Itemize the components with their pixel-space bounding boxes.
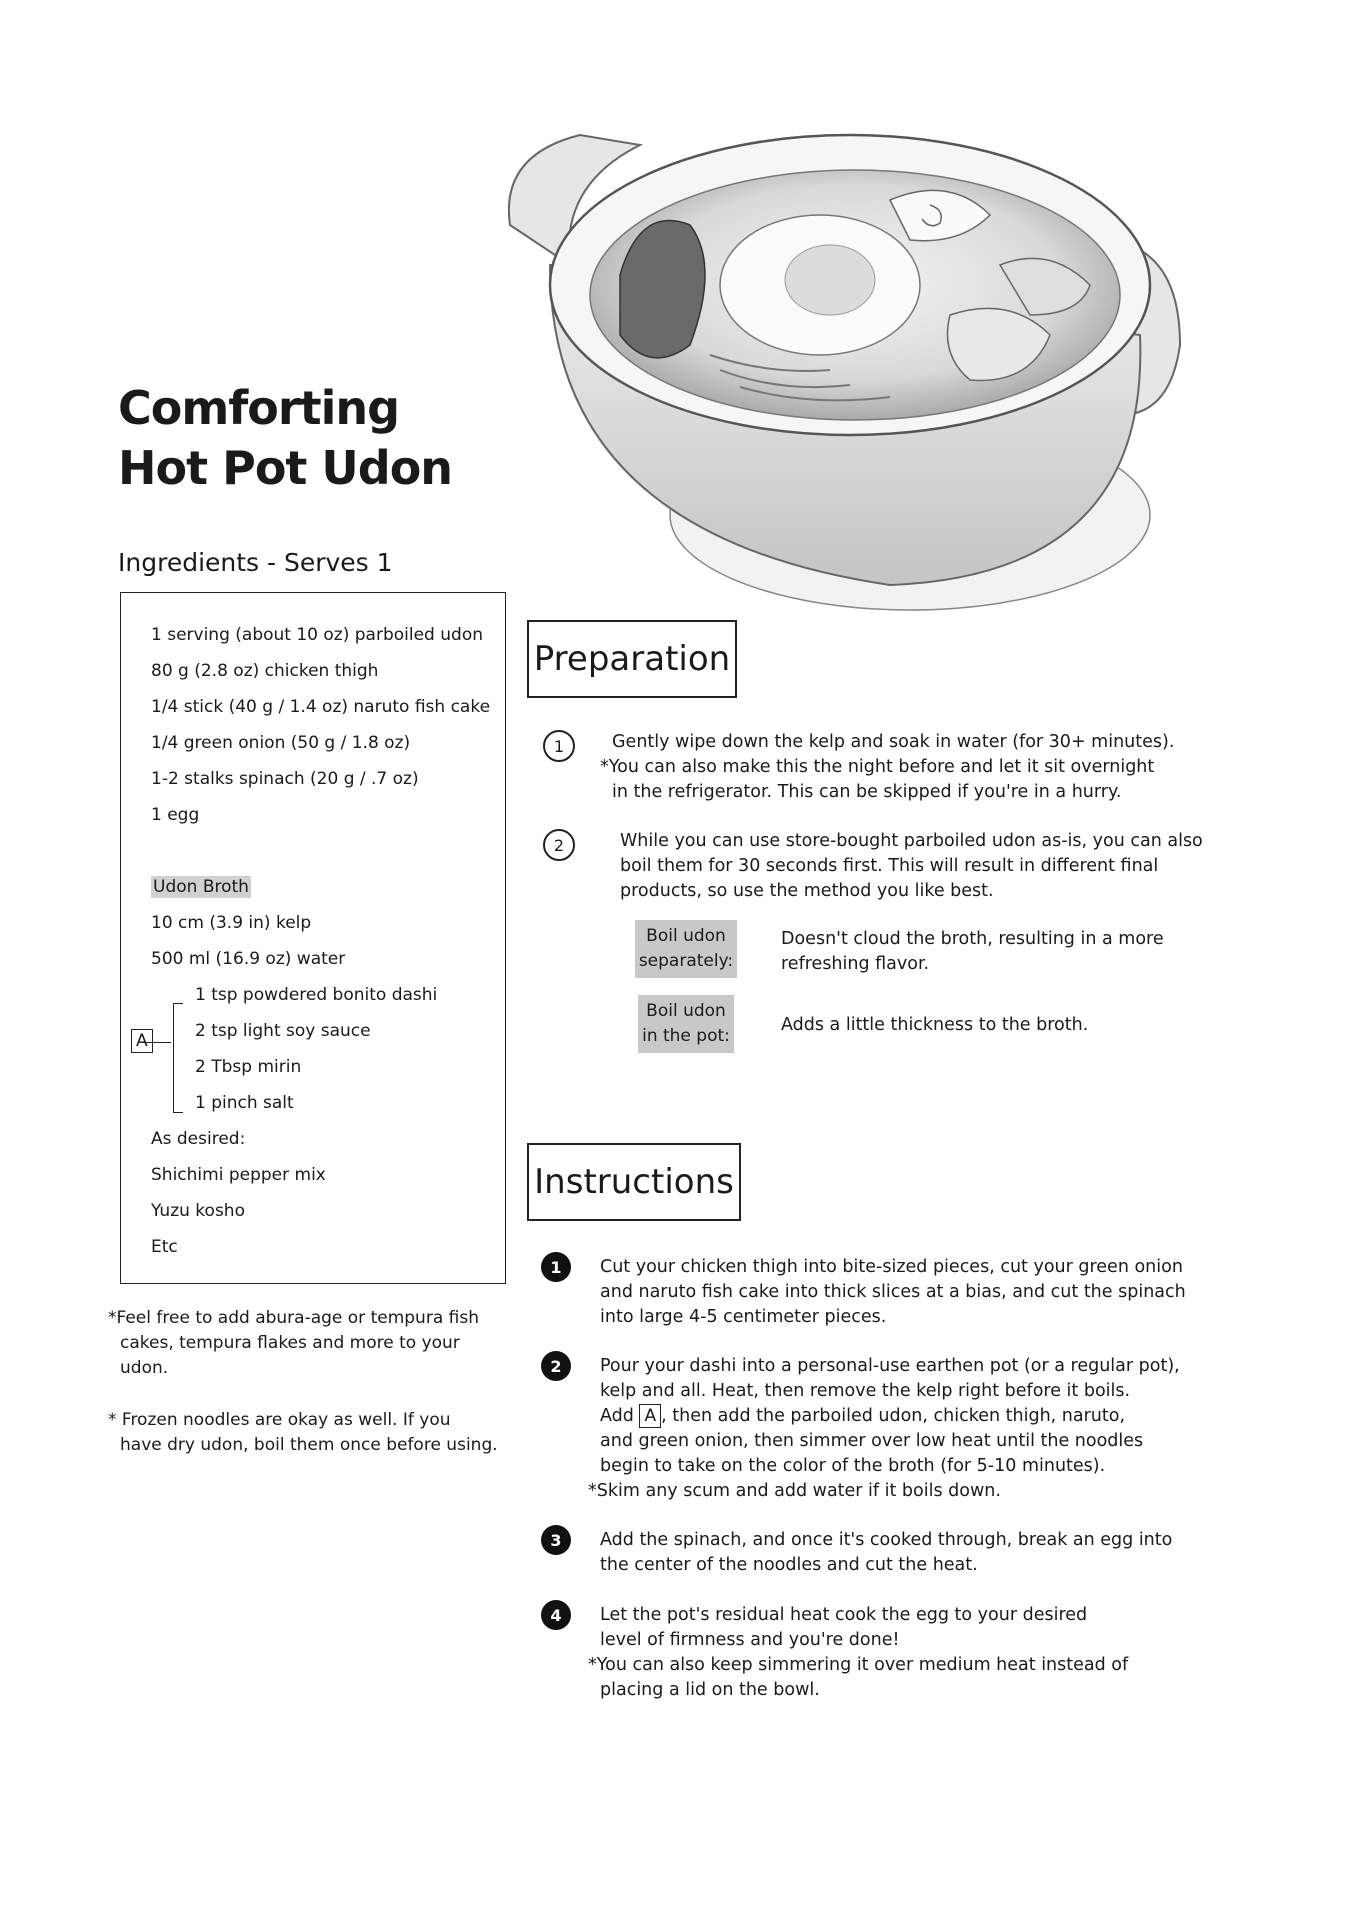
title-line-2: Hot Pot Udon bbox=[118, 441, 453, 495]
group-a-item: 1 tsp powdered bonito dashi bbox=[195, 985, 438, 1005]
broth-item: 500 ml (16.9 oz) water bbox=[151, 949, 346, 969]
instructions-heading: Instructions bbox=[527, 1143, 741, 1221]
prep-step-2-text: While you can use store-bought parboiled udon as-is, you can also boil them for 30 seconds first. This will result in different final products, so use the method you like best. bbox=[620, 831, 1203, 901]
hot-pot-illustration bbox=[490, 115, 1190, 635]
group-a-reference: A bbox=[639, 1404, 661, 1428]
instruction-step-3-number: 3 bbox=[541, 1525, 571, 1555]
as-desired-label: As desired: bbox=[151, 1129, 246, 1149]
title-line-1: Comforting bbox=[118, 381, 400, 435]
group-a-bracket bbox=[173, 1003, 183, 1113]
group-a-item: 2 tsp light soy sauce bbox=[195, 1021, 371, 1041]
group-a-item: 1 pinch salt bbox=[195, 1093, 294, 1113]
group-a-item: 2 Tbsp mirin bbox=[195, 1057, 302, 1077]
optional-item: Yuzu kosho bbox=[151, 1201, 245, 1221]
prep-step-1-text: Gently wipe down the kelp and soak in water (for 30+ minutes). *You can also make this the night before and let it sit overnight in the refrigerator. This can be skipped if you're in a hurry. bbox=[600, 732, 1175, 802]
ingredient-item: 80 g (2.8 oz) chicken thigh bbox=[151, 661, 379, 681]
preparation-heading: Preparation bbox=[527, 620, 737, 698]
ingredient-item: 1-2 stalks spinach (20 g / .7 oz) bbox=[151, 769, 419, 789]
ingredient-item: 1/4 green onion (50 g / 1.8 oz) bbox=[151, 733, 411, 753]
instruction-step-4-number: 4 bbox=[541, 1600, 571, 1630]
optional-item: Shichimi pepper mix bbox=[151, 1165, 326, 1185]
ingredient-item: 1 egg bbox=[151, 805, 200, 825]
ingredient-item: 1 serving (about 10 oz) parboiled udon bbox=[151, 625, 483, 645]
option-boil-separately-label: Boil udon separately: bbox=[635, 920, 737, 978]
prep-step-2-number: 2 bbox=[543, 829, 575, 861]
instruction-step-1-text: Cut your chicken thigh into bite-sized pieces, cut your green onion and naruto fish cake into thick slices at a bias, and cut the spinach into large 4-5 centimeter pieces. bbox=[600, 1257, 1186, 1327]
note-frozen-noodles: * Frozen noodles are okay as well. If you have dry udon, boil them once before using. bbox=[108, 1410, 498, 1455]
recipe-title bbox=[118, 378, 452, 498]
option-boil-separately-desc: Doesn't cloud the broth, resulting in a more refreshing flavor. bbox=[781, 929, 1164, 974]
optional-item: Etc bbox=[151, 1237, 178, 1257]
instruction-step-2-number: 2 bbox=[541, 1351, 571, 1381]
option-boil-in-pot-desc: Adds a little thickness to the broth. bbox=[781, 1015, 1089, 1035]
instruction-step-3-text: Add the spinach, and once it's cooked through, break an egg into the center of the noodles and cut the heat. bbox=[600, 1530, 1173, 1575]
broth-item: 10 cm (3.9 in) kelp bbox=[151, 913, 312, 933]
instruction-step-2-text: Pour your dashi into a personal-use earthen pot (or a regular pot), kelp and all. Heat, then remove the kelp right before it boils. Add A , then add the parboiled udon, chicken thigh, naruto, and green onion, then simmer over low heat until the noodles begin to take on the color of the broth (for 5-10 minutes). *Skim any scum and add water if it boils down. bbox=[588, 1356, 1180, 1501]
instruction-step-4-text: Let the pot's residual heat cook the egg to your desired level of firmness and you're done! *You can also keep simmering it over medium heat instead of placing a lid on the bowl. bbox=[588, 1605, 1129, 1700]
note-extra-toppings: *Feel free to add abura-age or tempura fish cakes, tempura flakes and more to your udon. bbox=[108, 1308, 479, 1378]
ingredients-heading: Ingredients - Serves 1 bbox=[118, 548, 393, 577]
broth-label: Udon Broth bbox=[153, 877, 249, 897]
ingredients-box bbox=[120, 592, 506, 1284]
ingredient-item: 1/4 stick (40 g / 1.4 oz) naruto fish cake bbox=[151, 697, 491, 717]
option-boil-in-pot-label: Boil udon in the pot: bbox=[638, 995, 734, 1053]
instruction-step-1-number: 1 bbox=[541, 1252, 571, 1282]
prep-step-1-number: 1 bbox=[543, 730, 575, 762]
group-a-label: A bbox=[131, 1029, 153, 1053]
